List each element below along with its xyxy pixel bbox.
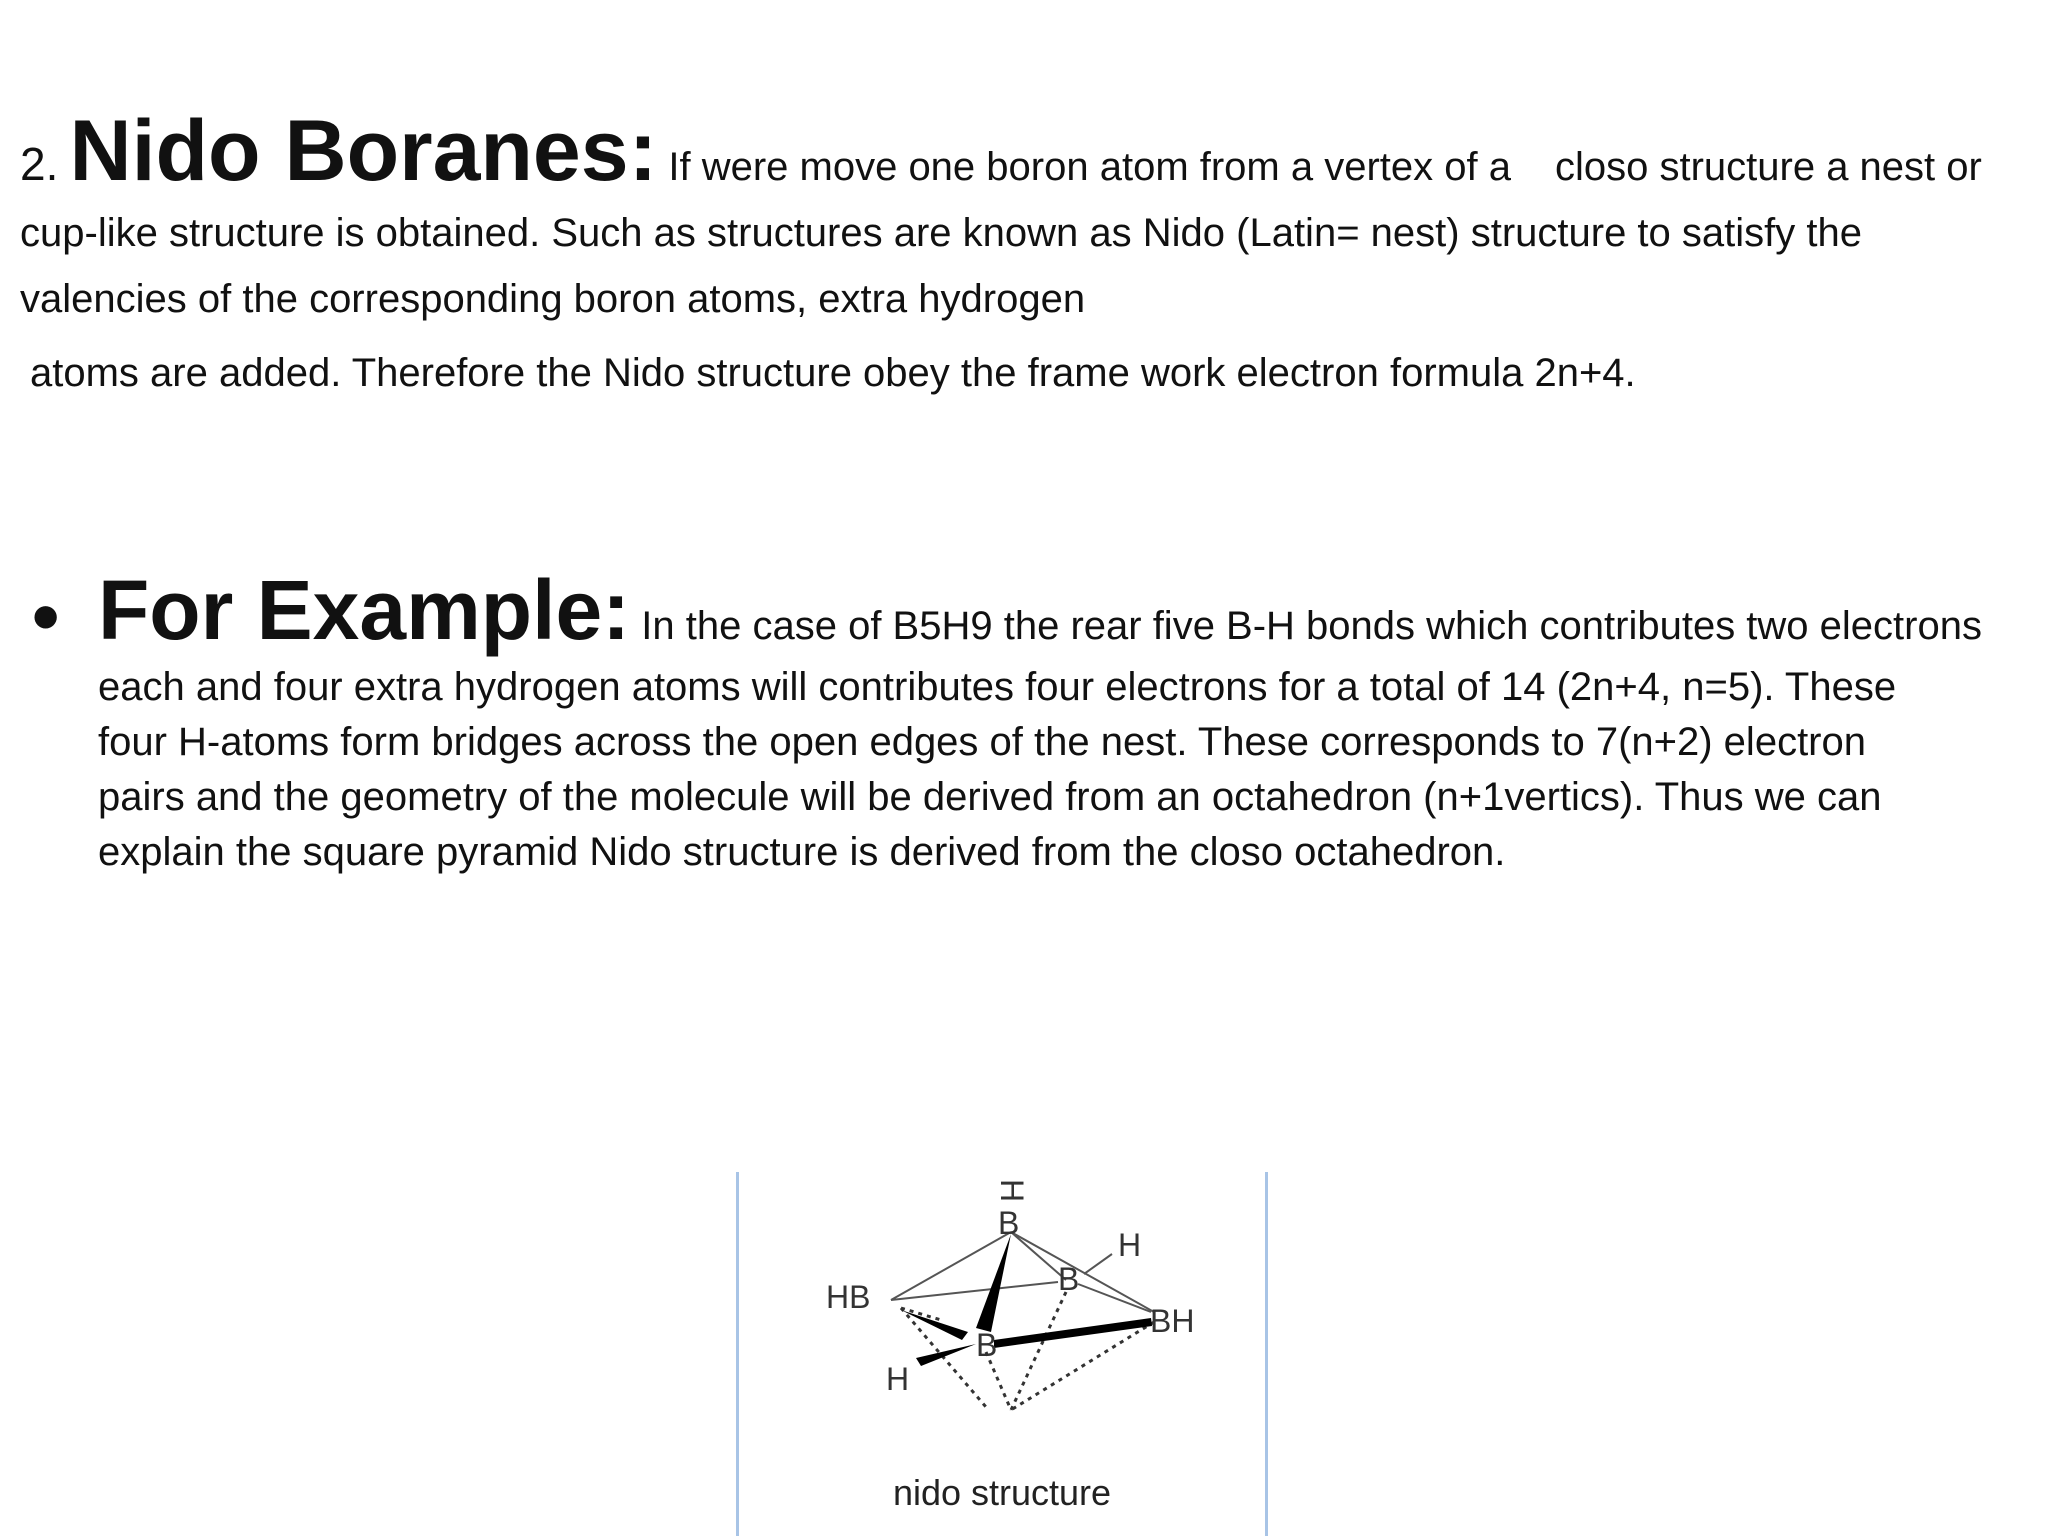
lead-text-b: closo structure a nest or [1554, 145, 1982, 189]
lead-text [668, 145, 1981, 189]
nido-paragraph-continued [30, 340, 2030, 406]
example-paragraph [98, 560, 2028, 880]
label-right-h: H [1118, 1227, 1142, 1263]
body-line-3: atoms are added. Therefore the Nido structure obey the frame work electron formula 2n+4. [30, 351, 1636, 395]
example-line-2: each and four extra hydrogen atoms will contributes four electrons for a total of 14 (2n+4, n=5). These [98, 665, 1897, 709]
figure-caption: nido structure [892, 1472, 1112, 1513]
example-line-4: pairs and the geometry of the molecule will be derived from an octahedron (n+1vertics). Thus we can [98, 775, 1882, 819]
nido-paragraph [20, 103, 2030, 332]
wedge-left-front [901, 1310, 968, 1340]
wedge-front-h [916, 1344, 976, 1366]
label-back-b: B [1058, 1261, 1080, 1297]
example-heading-colon: : [602, 563, 631, 657]
example-heading [98, 563, 630, 657]
label-bottom-h: H [886, 1361, 910, 1397]
example-line-1: In the case of B5H9 the rear five B-H bonds which contributes two electrons [641, 604, 1982, 648]
body-line-2: valencies of the corresponding boron atoms, extra hydrogen [20, 277, 1086, 321]
dotted-left-bottom [901, 1308, 986, 1407]
label-top-b: B [998, 1205, 1020, 1241]
bold-front-right [994, 1318, 1152, 1348]
body-line-1: cup-like structure is obtained. Such as structures are known as Nido (Latin= nest) structure to satisfy the [20, 211, 1862, 255]
section-number: 2. [20, 138, 59, 190]
dotted-bonds [901, 1292, 1154, 1410]
bullet-dot-icon: • [32, 572, 60, 660]
bond-back-right [1078, 1284, 1151, 1312]
example-heading-text: For Example [98, 563, 603, 657]
label-right-bh: BH [1150, 1303, 1195, 1339]
label-front-b: B [976, 1327, 998, 1363]
thin-bonds [891, 1232, 1154, 1312]
bond-back-h [1084, 1254, 1112, 1274]
section-heading [70, 103, 658, 199]
label-top-h: H [994, 1179, 1030, 1203]
nido-structure-figure [736, 1172, 1268, 1536]
heading-colon: : [628, 103, 658, 199]
example-line-5: explain the square pyramid Nido structure is derived from the closo octahedron. [98, 830, 1506, 874]
example-line-3: four H-atoms form bridges across the open edges of the nest. These corresponds to 7(n+2) electron [98, 720, 1866, 764]
heading-text: Nido Boranes [69, 103, 629, 199]
lead-text-a: If were move one boron atom from a vertex of a [668, 145, 1511, 189]
label-left-hb: HB [826, 1279, 871, 1315]
